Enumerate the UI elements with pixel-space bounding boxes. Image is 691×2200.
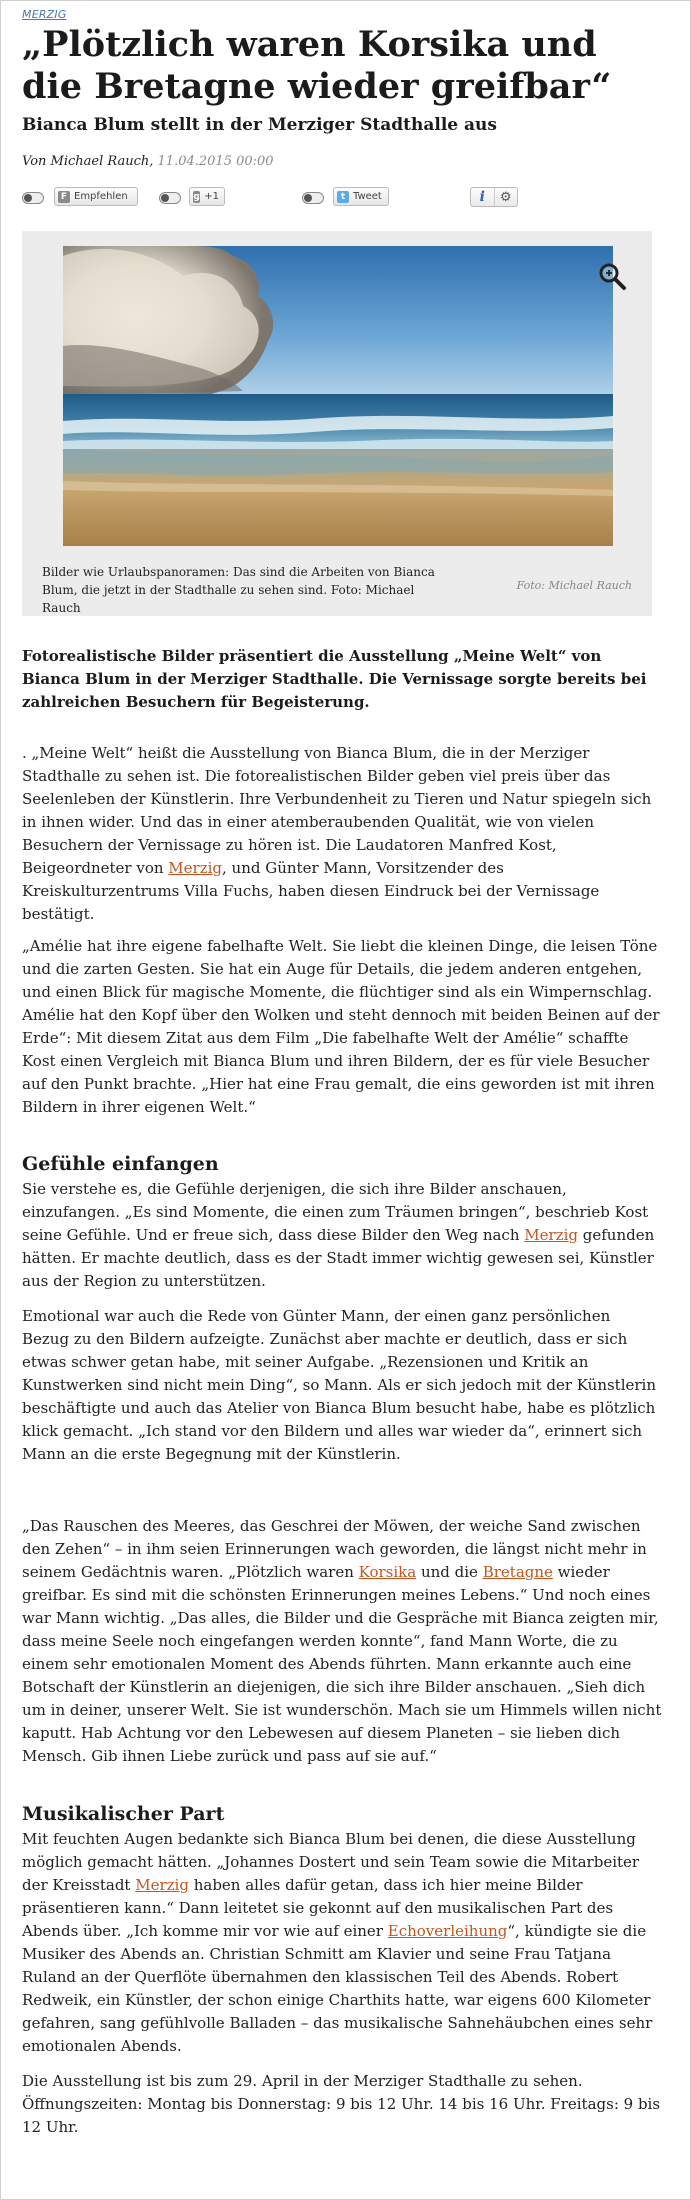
facebook-recommend-button[interactable] <box>54 187 138 206</box>
settings-gear-icon[interactable]: ⚙ <box>499 189 512 205</box>
image-caption: Bilder wie Urlaubspanoramen: Das sind die Arbeiten von Bianca Blum, die jetzt in der Stadthalle zu sehen sind. Foto: Michael Rauch <box>42 565 435 615</box>
korsika-link[interactable]: Korsika <box>358 1563 417 1581</box>
body-paragraph-4: Emotional war auch die Rede von Günter Mann, der einen ganz persönlichen Bezug zu den Bildern aufzeigte. Zunächst aber machte er deutlich, dass er sich etwas schwer getan habe, mit seiner Aufgabe. „Rezensionen und Kritik an Kunstwerken sind nicht mein Ding“, so Mann. Als er sich jedoch mit der Künstlerin beschäftigte und auch das Atelier von Bianca Blum besucht habe, habe es plötzlich klick gemacht. „Ich stand vor den Bildern und alles war wieder da“, erinnert sich Mann an die erste Begegnung mit der Künstlerin. <box>22 1307 657 1463</box>
photo-credit: Foto: Michael Rauch <box>516 579 632 592</box>
paragraph-text: und die <box>416 1563 483 1581</box>
paragraph-text: , und Günter Mann, Vorsitzender des Kreiskulturzentrums Villa Fuchs, haben diesen Eindruck bei der Vernissage bestätigt. <box>22 859 600 923</box>
article-subtitle: Bianca Blum stellt in der Merziger Stadthalle aus <box>22 115 497 135</box>
twitter-icon: t <box>337 191 349 203</box>
paragraph-text: . „Meine Welt“ heißt die Ausstellung von Bianca Blum, die in der Merziger Stadthalle zu sehen ist. Die fotorealistischen Bilder geben viel preis über das Seelenleben der Künstlerin. Ihre Verbundenheit zu Tieren und Natur spiegeln sich in ihnen wider. Und das in einer atemberaubenden Qualität, wie von vielen Besuchern der Vernissage zu hören ist. Die Laudatoren Manfred Kost, Beigeordneter von <box>22 744 652 877</box>
publish-date: 11.04.2015 00:00 <box>157 154 274 169</box>
facebook-icon: F <box>58 191 70 203</box>
paragraph-text: „Das Rauschen des Meeres, das Geschrei der Möwen, der weiche Sand zwischen den Zehen“ – in ihm seien Erinnerungen wach geworden, die längst nicht mehr in seinem Gedächtnis waren. „Plötzlich waren <box>22 1517 647 1581</box>
echoverleihung-link[interactable]: Echoverleihung <box>387 1922 508 1940</box>
tweet-button[interactable] <box>333 187 389 206</box>
zoom-magnifier-icon[interactable] <box>597 261 627 291</box>
author: Von Michael Rauch, <box>22 154 154 169</box>
body-paragraph-6 <box>22 1828 662 2058</box>
facebook-label: Empfehlen <box>74 191 128 202</box>
facebook-toggle-icon[interactable] <box>22 192 44 204</box>
merzig-link[interactable]: Merzig <box>135 1876 189 1894</box>
paragraph-text: haben alles dafür getan, dass ich hier meine Bilder präsentieren kann.“ Dann leitetet sie gekonnt auf den musikalischen Part des Abends über. „Ich komme mir vor wie auf einer <box>22 1876 614 1940</box>
article-lead: Fotorealistische Bilder präsentiert die Ausstellung „Meine Welt“ von Bianca Blum in der Merziger Stadthalle. Die Vernissage sorgte bereits bei zahlreichen Besuchern für Begeisterung. <box>22 647 647 711</box>
body-paragraph-1 <box>22 742 662 926</box>
seascape-painting-image[interactable] <box>63 246 613 546</box>
gplus-icon: g <box>193 191 200 202</box>
section-heading-gefuehle: Gefühle einfangen <box>22 1153 219 1175</box>
paragraph-text: Sie verstehe es, die Gefühle derjenigen, die sich ihre Bilder anschauen, einzufangen. „Es sind Momente, die einen zum Träumen bringen“, beschrieb Kost seine Gefühle. Und er freue sich, dass diese Bilder den Weg nach <box>22 1180 649 1244</box>
body-paragraph-3 <box>22 1178 662 1293</box>
paragraph-text: wieder greifbar. Es sind mit die schönsten Erinnerungen meines Lebens.“ Und noch eines war Mann wichtig. „Das alles, die Bilder und die Gespräche mit Bianca zeigten mir, dass meine Seele noch eingefangen werden konnte“, fand Mann Worte, die zu einem sehr emotionalen Moment des Abends führten. Mann erkannte auch eine Botschaft der Künstlerin an diejenigen, die sich ihre Bilder anschauen. „Sieh dich um in deiner, unserer Welt. Sie ist wunderschön. Mach sie um Himmels willen nicht kaputt. Hab Achtung vor den Lebewesen auf diesem Planeten – sie lieben dich Mensch. Gib ihnen Liebe zurück und pass auf sie auf.“ <box>22 1563 662 1765</box>
privacy-info-group <box>470 187 518 207</box>
tweet-label: Tweet <box>353 191 382 202</box>
article-title: „Plötzlich waren Korsika und die Bretagne wieder greifbar“ <box>22 24 612 107</box>
twitter-toggle-icon[interactable] <box>302 192 324 204</box>
body-paragraph-7: Die Ausstellung ist bis zum 29. April in der Merziger Stadthalle zu sehen. Öffnungszeiten: Montag bis Donnerstag: 9 bis 12 Uhr. 14 bis 16 Uhr. Freitags: 9 bis 12 Uhr. <box>22 2072 661 2136</box>
paragraph-text: gefunden hätten. Er machte deutlich, dass es der Stadt immer wichtig gewesen sei, Künstler aus der Region zu unterstützen. <box>22 1226 655 1290</box>
article-figure <box>22 231 652 616</box>
social-bar <box>0 186 691 210</box>
gplus-label: +1 <box>204 191 219 202</box>
body-paragraph-5 <box>22 1515 662 1768</box>
gplus-button[interactable] <box>189 187 225 206</box>
info-icon[interactable]: i <box>471 188 495 206</box>
paragraph-text: “, kündigte sie die Musiker des Abends an. Christian Schmitt am Klavier und seine Frau Tatjana Ruland an der Querflöte übernahmen den klassischen Teil des Abends. Robert Redweik, ein Künstler, der schon einige Charthits hatte, war eigens 600 Kilometer gefahren, sang gefühlvolle Balladen – das musikalische Sahnehäubchen eines sehr emotionalen Abends. <box>22 1922 653 2055</box>
paragraph-text: Mit feuchten Augen bedankte sich Bianca Blum bei denen, die diese Ausstellung möglich gemacht hätten. „Johannes Dostert und sein Team sowie die Mitarbeiter der Kreisstadt <box>22 1830 640 1894</box>
bretagne-link[interactable]: Bretagne <box>482 1563 553 1581</box>
gplus-toggle-icon[interactable] <box>159 192 181 204</box>
merzig-link[interactable]: Merzig <box>168 859 223 877</box>
section-heading-musikalischer-part: Musikalischer Part <box>22 1803 225 1825</box>
category-link[interactable]: MERZIG <box>22 8 67 21</box>
merzig-link[interactable]: Merzig <box>524 1226 578 1244</box>
body-paragraph-2: „Amélie hat ihre eigene fabelhafte Welt. Sie liebt die kleinen Dinge, die leisen Töne und die zarten Gesten. Sie hat ein Auge für Details, die jedem anderen entgehen, und einen Blick für magische Momente, die flüchtiger sind als ein Wimpernschlag. Amélie hat den Kopf über den Wolken und steht dennoch mit beiden Beinen auf der Erde“: Mit diesem Zitat aus dem Film „Die fabelhafte Welt der Amélie“ schaffte Kost einen Vergleich mit Bianca Blum und ihren Bildern, der es für viele Besucher auf den Punkt brachte. „Hier hat eine Frau gemalt, die eins geworden ist mit ihren Bildern in ihrer eigenen Welt.“ <box>22 937 660 1116</box>
byline <box>22 154 274 169</box>
